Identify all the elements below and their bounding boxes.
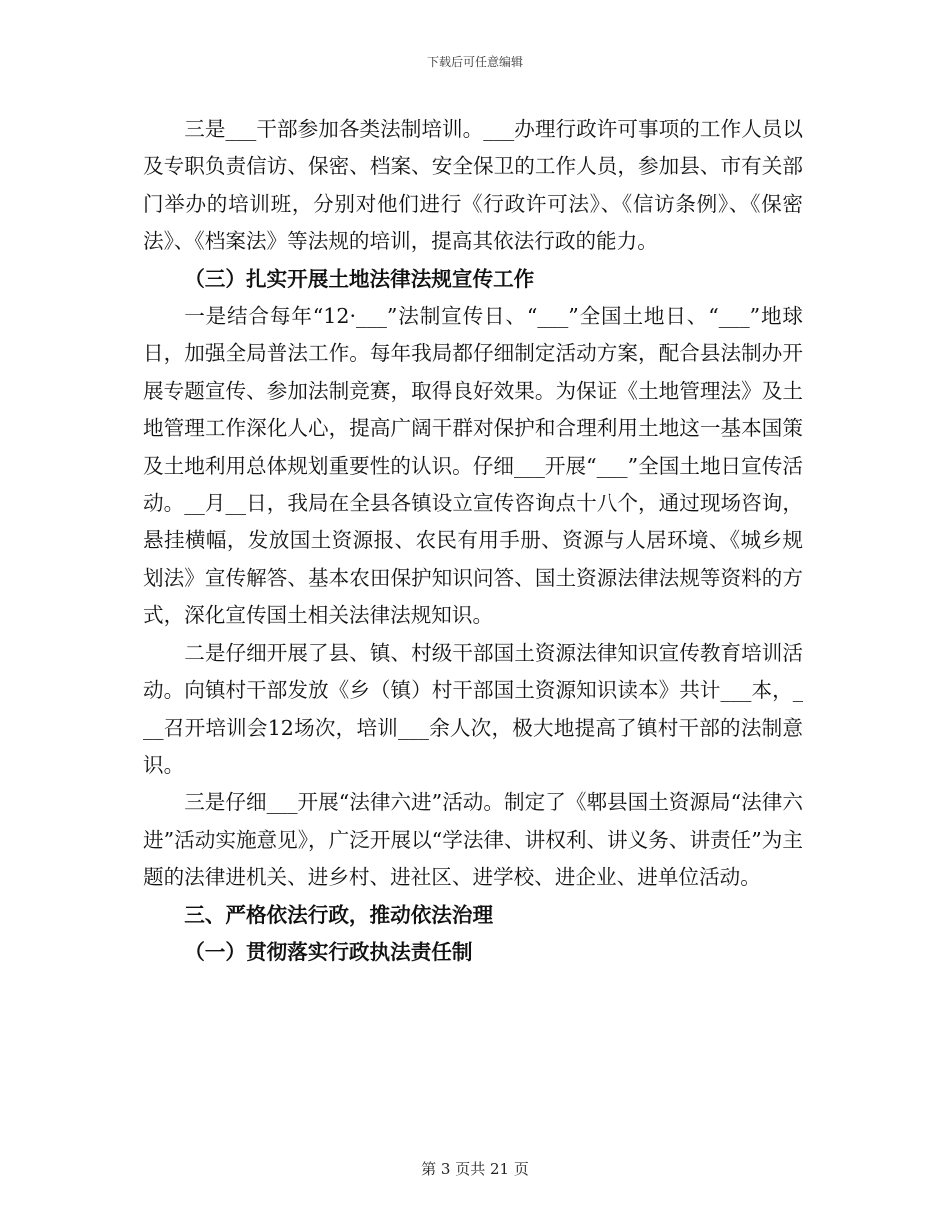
subsection-heading-responsibility: （一）贯彻落实行政执法责任制 — [184, 939, 473, 964]
paragraph-cadre-training: 二是仔细开展了县、镇、村级干部国土资源法律知识宣传教育培训活动。向镇村干部发放《乡（镇）村干部国土资源知识读本》共计___本，___召开培训会12场次，培训___余人次，极大地提高了镇村干部的法制意识。 — [143, 640, 803, 777]
paragraph-law-six-into: 三是仔细___开展“法律六进”活动。制定了《郫县国土资源局“法律六进”活动实施意见》，广泛开展以“学法律、讲权利、讲义务、讲责任”为主题的法律进机关、进乡村、进社区、进学校、进企业、进单位活动。 — [143, 790, 803, 890]
page-footer: 第 3 页共 21 页 — [421, 1160, 529, 1178]
page-header: 下载后可任意编辑 — [426, 55, 523, 69]
paragraph-training: 三是___干部参加各类法制培训。___办理行政许可事项的工作人员以及专职负责信访、保密、档案、安全保卫的工作人员，参加县、市有关部门举办的培训班，分别对他们进行《行政许可法》、《信访条例》、《保密法》、《档案法》等法规的培训，提高其依法行政的能力。 — [143, 117, 803, 254]
paragraph-publicity-days: 一是结合每年“12·___”法制宣传日、“___”全国土地日、“___”地球日，加强全局普法工作。每年我局都仔细制定活动方案，配合县法制办开展专题宣传、参加法制竞赛，取得良好效果。为保证《土地管理法》及土地管理工作深化人心，提高广阔干群对保护和合理利用土地这一基本国策及土地利用总体规划重要性的认识。仔细___开展“___”全国土地日宣传活动。__月__日，我局在全县各镇设立宣传咨询点十八个，通过现场咨询，悬挂横幅，发放国土资源报、农民有用手册、资源与人居环境、《城乡规划法》宣传解答、基本农田保护知识问答、国土资源法律法规等资料的方式，深化宣传国土相关法律法规知识。 — [143, 304, 803, 628]
section-heading-administration: 三、严格依法行政，推动依法治理 — [184, 902, 494, 927]
document-body — [143, 111, 803, 971]
section-heading-land-law-publicity: （三）扎实开展土地法律法规宣传工作 — [184, 266, 535, 291]
